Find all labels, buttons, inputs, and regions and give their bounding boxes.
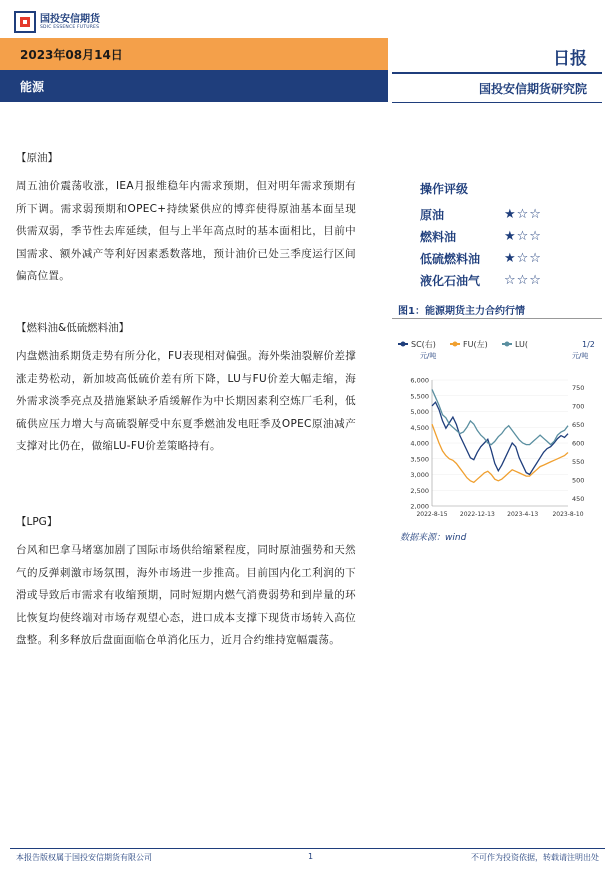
header-bottom-rule — [392, 102, 602, 103]
energy-futures-chart — [392, 336, 604, 522]
right-tick-label: 650 — [572, 420, 585, 429]
legend-label: FU(左) — [463, 340, 488, 349]
logo-mark-icon — [14, 11, 36, 33]
x-tick-label: 2022-12-13 — [459, 511, 495, 518]
rating-label: 液化石油气 — [420, 273, 481, 288]
fuel-oil-section — [16, 320, 356, 458]
right-tick-label: 550 — [572, 458, 585, 467]
rating-row — [420, 225, 542, 247]
section-title: 能源 — [20, 80, 45, 94]
legend-label: LU( — [515, 340, 529, 349]
section-heading: 【LPG】 — [16, 516, 58, 528]
legend-marker — [453, 342, 458, 347]
figure-title: 图1：能源期货主力合约行情 — [398, 306, 525, 317]
right-tick-label: 600 — [572, 439, 585, 448]
right-tick-label: 750 — [572, 383, 585, 392]
left-tick-label: 4,000 — [410, 439, 429, 448]
x-tick-label: 2023-8-10 — [552, 511, 584, 518]
section-body: 内盘燃油系期货走势有所分化，FU表现相对偏强。海外柴油裂解价差撑涨走势松动，新加坡高低硫价差有所下降，LU与FU价差大幅走缩，海外需求淡季亮点及措施紧缺矛盾缓解作为中长期因素利空炼厂毛利，低硫供应压力增大与高硫裂解受中东夏季燃油发电旺季及OPEC原油减产支撑对比仍在，做缩LU-FU价差策略持有。 — [16, 350, 356, 452]
section-band — [0, 70, 388, 102]
chart-svg — [392, 336, 604, 522]
x-tick-label: 2023-4-13 — [507, 511, 539, 518]
operation-rating — [420, 180, 542, 291]
right-tick-label: 500 — [572, 476, 585, 485]
section-heading: 【燃料油&低硫燃料油】 — [16, 322, 130, 334]
right-tick-label: 450 — [572, 495, 585, 504]
logo-name-en: SDIC ESSENCE FUTURES — [40, 24, 100, 30]
left-tick-label: 2,000 — [410, 502, 429, 511]
company-logo — [14, 10, 100, 34]
header-divider — [392, 72, 602, 74]
institute-name: 国投安信期货研究院 — [478, 82, 587, 96]
rating-row — [420, 269, 542, 291]
left-unit-label: 元/吨 — [420, 352, 437, 360]
rating-row — [420, 203, 542, 225]
lpg-section — [16, 514, 356, 652]
star-rating-icon: ★☆☆ — [504, 228, 542, 244]
doc-type: 日报 — [553, 49, 587, 69]
legend-marker — [401, 342, 406, 347]
series-line — [432, 424, 568, 482]
disclaimer-note: 不可作为投资依据，转载请注明出处 — [471, 853, 599, 862]
left-tick-label: 5,000 — [410, 408, 429, 416]
legend-page: 1/2 — [582, 340, 595, 349]
section-heading: 【原油】 — [16, 152, 58, 164]
logo-name-cn: 国投安信期货 — [40, 13, 100, 25]
left-tick-label: 4,500 — [410, 423, 429, 432]
left-tick-label: 5,500 — [410, 392, 429, 401]
legend-label: SC(右) — [411, 340, 436, 349]
left-tick-label: 3,000 — [410, 471, 429, 479]
star-rating-icon: ★☆☆ — [504, 250, 542, 266]
left-tick-label: 6,000 — [410, 376, 429, 385]
star-rating-icon: ☆☆☆ — [504, 272, 542, 288]
report-date: 2023年08月14日 — [20, 48, 123, 62]
left-tick-label: 3,500 — [410, 455, 429, 464]
legend-marker — [505, 342, 510, 347]
right-tick-label: 700 — [572, 402, 585, 411]
figure-source: 数据来源：wind — [400, 533, 467, 543]
footer-rule — [10, 848, 605, 849]
left-tick-label: 2,500 — [410, 486, 429, 495]
section-body: 台风和巴拿马堵塞加剧了国际市场供给缩紧程度，同时原油强势和天然气的反弹刺激市场氛围，海外市场进一步推高。目前国内化工利润的下滑或导致后市需求有收缩预期，同时短期内燃气消费弱势和到岸量的环比恢复均使终端对市场存观望心态，进口成本支撑下现货市场转入高位盘整。利多释放后盘面面临仓单消化压力，近月合约维持宽幅震荡。 — [16, 544, 356, 646]
rating-label: 燃料油 — [420, 229, 457, 244]
figure-rule — [392, 318, 602, 319]
copyright-note: 本报告版权属于国投安信期货有限公司 — [16, 853, 152, 862]
crude-oil-section — [16, 150, 356, 288]
rating-row — [420, 247, 542, 269]
x-tick-label: 2022-8-15 — [416, 511, 448, 518]
rating-label: 原油 — [420, 207, 445, 222]
page-number: 1 — [308, 852, 314, 861]
star-rating-icon: ★☆☆ — [504, 206, 542, 222]
rating-label: 低硫燃料油 — [420, 251, 481, 266]
right-unit-label: 元/吨 — [572, 352, 589, 360]
section-body: 周五油价震荡收涨，IEA月报维稳年内需求预期，但对明年需求预期有所下调。需求弱预期和OPEC+持续紧供应的博弈使得原油基本面呈现供需双弱，季节性去库延续，但与上半年高点时的基本面相比，目前中国需求、额外减产等利好因素悉数落地，预计油价已处三季度运行区间偏高位置。 — [16, 180, 356, 282]
rating-title: 操作评级 — [420, 182, 469, 196]
